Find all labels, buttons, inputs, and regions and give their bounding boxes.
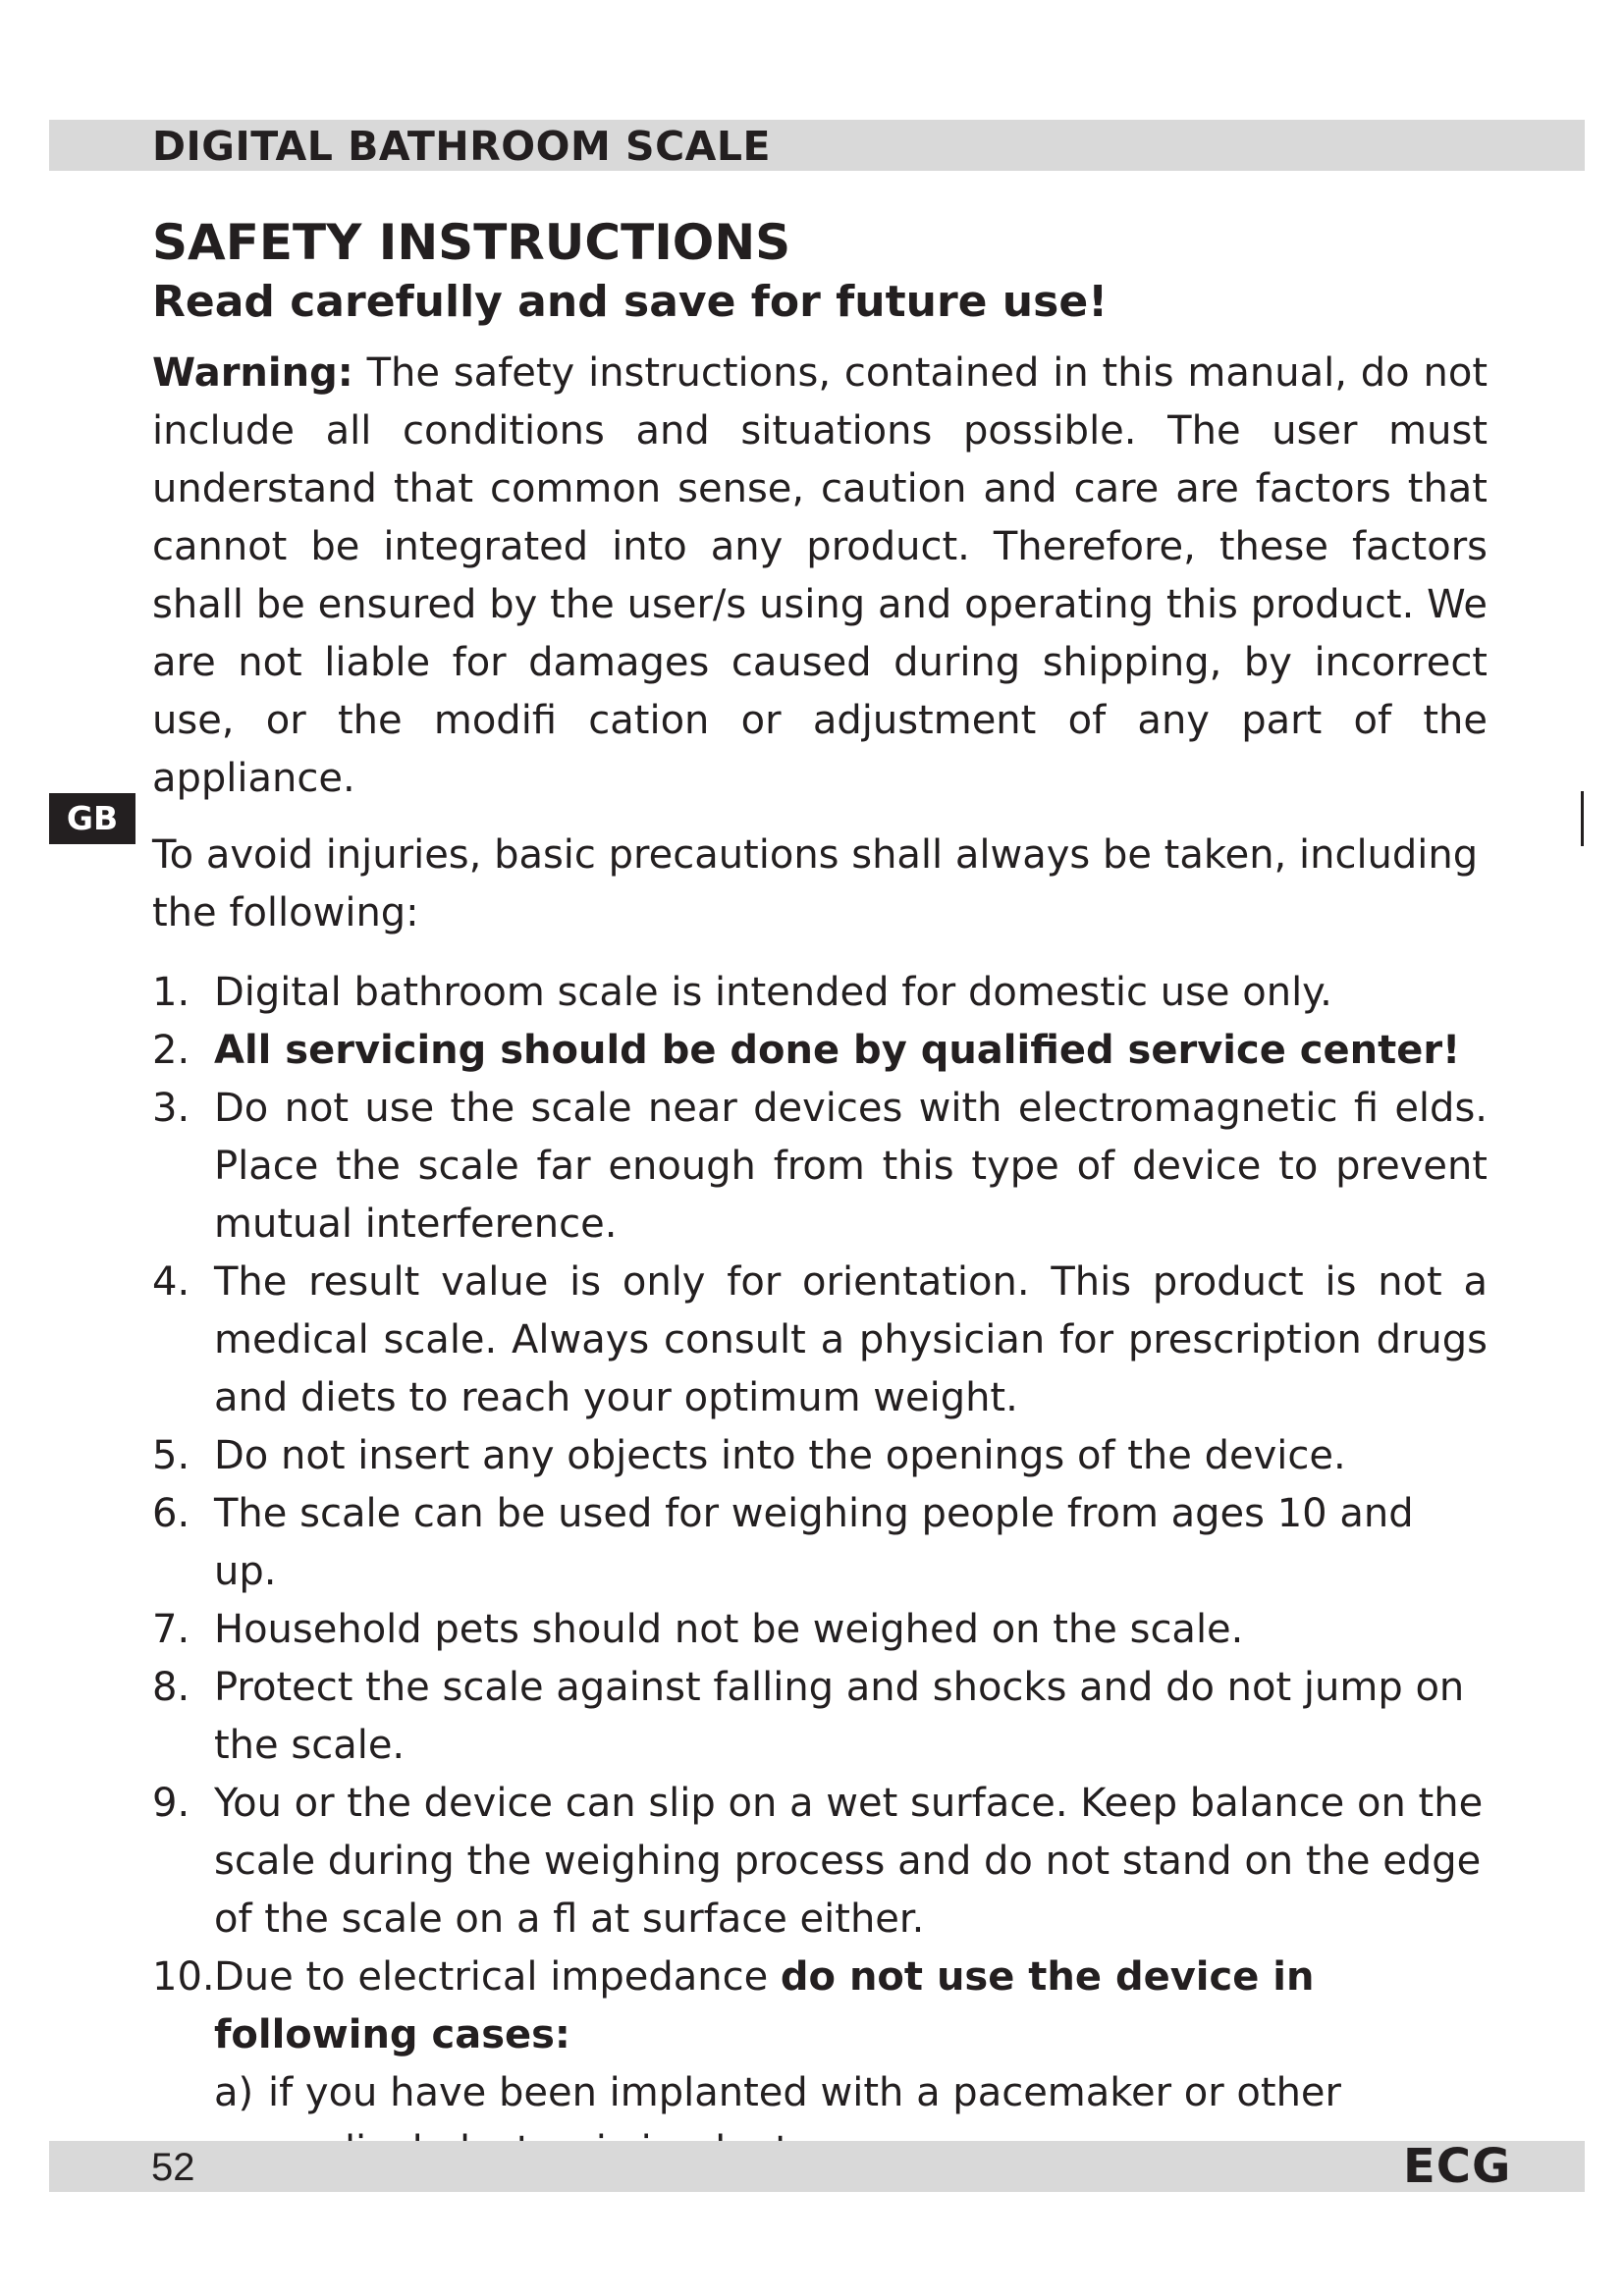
rule-6	[152, 1485, 1488, 1601]
page-number: 52	[151, 2146, 195, 2189]
rule-number: 6.	[152, 1491, 190, 1536]
brand-logo: ECG	[1403, 2139, 1512, 2194]
rule-7	[152, 1601, 1488, 1659]
warning-paragraph	[152, 345, 1488, 808]
intro-paragraph: To avoid injuries, basic precautions shall always be taken, including the following:	[152, 832, 1479, 935]
rule-4	[152, 1254, 1488, 1427]
rule-number: 4.	[152, 1259, 190, 1305]
rule-1	[152, 964, 1488, 1022]
section-subtitle: Read carefully and save for future use!	[152, 277, 1109, 327]
case-letter: a)	[214, 2070, 254, 2115]
header-bar	[49, 120, 1585, 171]
rule-number: 8.	[152, 1665, 190, 1710]
rule-text-bold: All servicing should be done by qualified service center!	[214, 1028, 1461, 1073]
warning-text: The safety instructions, contained in this manual, do not include all conditions and situations possible. The user must understand that common sense, caution and care are factors that cannot be integrated into any product. Therefore, these factors shall be ensured by the user/s using and operating this product. We are not liable for damages caused during shipping, by incorrect use, or the modifi cation or adjustment of any part of the appliance.	[152, 350, 1488, 801]
language-tab: GB	[49, 793, 135, 844]
rule-text: The scale can be used for weighing people from ages 10 and up.	[214, 1491, 1414, 1594]
rule-text: The result value is only for orientation. This product is not a medical scale. Always consult a physician for prescription drugs and diets to reach your optimum weight.	[214, 1259, 1488, 1420]
rule-number: 3.	[152, 1086, 190, 1131]
page-edge-marker	[1581, 791, 1584, 846]
case-text: if you have been implanted with a pacemaker or other	[268, 2070, 1341, 2115]
rule-text: You or the device can slip on a wet surface. Keep balance on the scale during the weighing process and do not stand on the edge of the scale on a fl at surface either.	[214, 1781, 1484, 1942]
rule-text: Do not insert any objects into the openings of the device.	[214, 1433, 1346, 1478]
rule-3	[152, 1080, 1488, 1254]
rule-number: 7.	[152, 1607, 190, 1652]
rule-text: Due to electrical impedance	[214, 1954, 781, 2000]
document-title: DIGITAL BATHROOM SCALE	[152, 123, 772, 170]
rule-number: 5.	[152, 1433, 190, 1478]
rule-9	[152, 1775, 1488, 1949]
rule-number: 10.	[152, 1954, 215, 2000]
rule-number: 9.	[152, 1781, 190, 1826]
content	[152, 211, 1488, 2180]
rule-8	[152, 1659, 1488, 1775]
rule-text: Household pets should not be weighed on the scale.	[214, 1607, 1244, 1652]
rule-number: 1.	[152, 970, 190, 1015]
warning-label: Warning:	[152, 350, 353, 396]
rule-text-bold: do not use the device in following cases:	[214, 1954, 1315, 2057]
rule-number: 2.	[152, 1028, 190, 1073]
safety-rules-list	[152, 964, 1488, 2180]
rule-2	[152, 1022, 1488, 1080]
rule-text: Do not use the scale near devices with electromagnetic fi elds. Place the scale far enough from this type of device to prevent mutual interference.	[214, 1086, 1488, 1247]
rule-text: Protect the scale against falling and shocks and do not jump on the scale.	[214, 1665, 1465, 1768]
rule-5	[152, 1427, 1488, 1485]
section-title: SAFETY INSTRUCTIONS	[152, 214, 791, 271]
rule-text: Digital bathroom scale is intended for domestic use only.	[214, 970, 1332, 1015]
footer-bar	[49, 2141, 1585, 2192]
